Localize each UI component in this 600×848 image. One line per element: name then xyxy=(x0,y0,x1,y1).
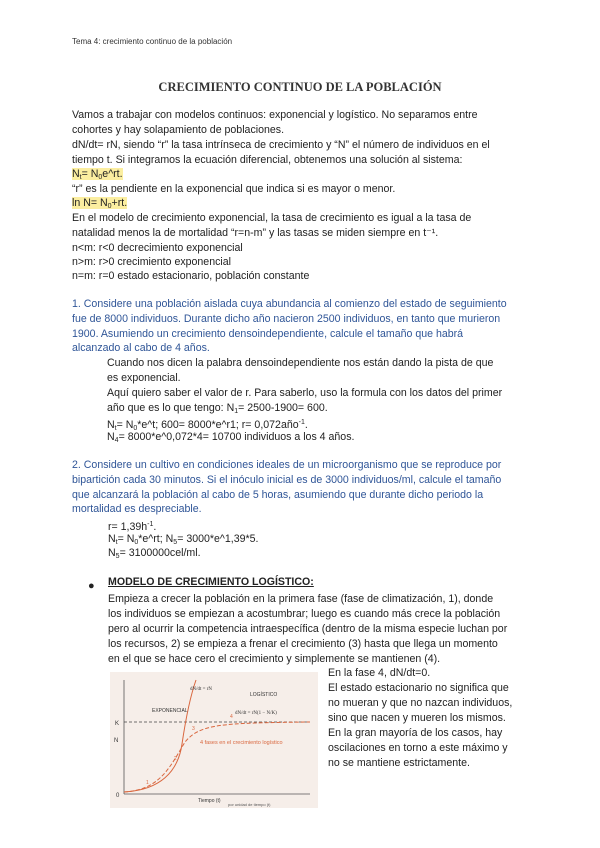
exponential-formula: dN/dt = rN xyxy=(190,687,212,692)
answer-1-line: Aquí quiero saber el valor de r. Para saberlo, uso la formula con los datos del primer xyxy=(107,387,503,399)
logistic-growth-figure xyxy=(110,672,318,808)
intro-line: cohortes y hay solapamiento de poblaciones. xyxy=(72,124,285,136)
page-title: CRECIMIENTO CONTINUO DE LA POBLACIÓN xyxy=(158,80,442,94)
intro-line: tiempo t. Si integramos la ecuación diferencial, obtenemos una solución al sistema: xyxy=(72,154,463,166)
stationary-notes xyxy=(328,666,512,771)
question-2-line: bipartición cada 30 minutos. Si el inóculo inicial es de 3000 individuos/ml, calcule el tamaño xyxy=(72,474,502,486)
answer-2-line: $N_5= 3100000cel/ml$. xyxy=(108,547,201,560)
phase-2-label: 2 xyxy=(174,756,177,762)
phase-4-label: 4 xyxy=(230,714,233,720)
logistic-description xyxy=(108,592,528,667)
section-heading: MODELO DE CRECIMIENTO LOGÍSTICO: xyxy=(108,576,314,588)
question-1-line: 1900. Asumiendo un crecimiento densoindependiente, calcule el tamaño que habrá xyxy=(72,328,464,340)
answer-1-line: $N_4=$ 8000*e^0,072*4= 10700 individuos a los 4 años. xyxy=(107,431,355,444)
rates-line: natalidad menos la de mortalidad “r=n-m” y las tasas se miden siempre en t⁻¹. xyxy=(72,227,439,239)
question-1-line: fue de 8000 individuos. Durante dicho año nacieron 2500 individuos, en tanto que murieron xyxy=(72,313,501,325)
note-line: no mueran y que no nazcan individuos, xyxy=(328,697,513,709)
intro-line: dN/dt= rN, siendo “r” la tasa intrínseca de crecimiento y “N” el número de individuos en el xyxy=(72,139,490,151)
paragraph-line: los individuos se empiezan a acostumbrar; luego es cuando más crece la población xyxy=(108,608,501,620)
answer-1-line: año que es lo que tengo: $N_1= 2500-1900= 600$. xyxy=(107,402,328,415)
note-line: sino que nacen y mueren los mismos. xyxy=(328,712,506,724)
rates-line: En el modelo de crecimiento exponencial, la tasa de crecimiento es igual a la tasa de xyxy=(72,212,472,224)
answer-1-line: $N_t=$ $N_0*e\^{}t$; 600= 8000*e^r1; r= 0,072año$^{-1}$. xyxy=(107,419,308,432)
answer-2-line: $r= 1,39h^{-1}$. xyxy=(108,521,157,533)
logistic-label: LOGÍSTICO xyxy=(250,692,278,698)
note-line: En la fase 4, dN/dt=0. xyxy=(328,667,431,679)
case-line: n<m: r<0 decrecimiento exponencial xyxy=(72,242,243,254)
answer-1-line: Cuando nos dicen la palabra densoindependiente nos están dando la pista de que xyxy=(107,357,494,369)
x-axis-sublabel: por unidad de tiempo (t) xyxy=(228,802,271,807)
phase-3-label: 3 xyxy=(192,726,195,732)
question-1-line: 1. Considere una población aislada cuya abundancia al comienzo del estado de seguimiento xyxy=(72,298,507,310)
slope-note: “r” es la pendiente en la exponencial que indica si es mayor o menor. xyxy=(72,183,396,195)
paragraph-line: los recursos, 2) se empieza a frenar el crecimiento (3) hasta que llega un momento xyxy=(108,638,498,650)
intro-line: Vamos a trabajar con modelos continuos: exponencial y logístico. No separamos entre xyxy=(72,109,478,121)
paragraph-line: Empieza a crecer la población en la primera fase (fase de climatización, 1), donde xyxy=(108,593,494,605)
logistic-curve xyxy=(124,722,310,792)
exponential-label: EXPONENCIAL xyxy=(152,708,188,714)
question-2-line: que alcanzará la población al cabo de 5 horas, asumiendo que durante dicho periodo la xyxy=(72,489,484,501)
case-line: n>m: r>0 crecimiento exponencial xyxy=(72,256,231,268)
note-line: oscilaciones en torno a este máximo y xyxy=(328,742,508,754)
paragraph-line: pero al ocurrir la competencia intraespecífica (dentro de la misma especie luchan por xyxy=(108,623,508,635)
question-2-line: mortalidad es despreciable. xyxy=(72,503,202,515)
answer-1-line: es exponencial. xyxy=(107,372,181,384)
answer-2-line: $N_t=$ $N_0*e\^{}rt$; $N_5=$ 3000*e^1,39*5. xyxy=(108,533,259,546)
equation-log: $\ln N= N_0+rt$. xyxy=(72,197,128,210)
equation-exponential: $N_t=$ $N_0e\^{}rt$. xyxy=(72,168,123,181)
x-axis-label: Tiempo (t) xyxy=(198,798,221,804)
question-1-line: alcanzado al cabo de 4 años. xyxy=(72,342,210,354)
running-header: Tema 4: crecimiento continuo de la población xyxy=(72,37,233,46)
paragraph-line: en el que se hace cero el crecimiento y simplemente se mantienen (4). xyxy=(108,653,441,665)
growth-curve-chart xyxy=(110,672,318,808)
exponential-curve xyxy=(124,680,196,792)
logistic-formula: dN/dt = rN(1 − N/K) xyxy=(235,711,277,716)
note-line: no se mantiene estrictamente. xyxy=(328,757,470,769)
question-2-line: 2. Considere un cultivo en condiciones ideales de un microorganismo que se reproduce por xyxy=(72,459,502,471)
note-line: En la gran mayoría de los casos, hay xyxy=(328,727,503,739)
bullet-icon: ● xyxy=(88,580,95,592)
n-label: N xyxy=(114,738,119,744)
k-label: K xyxy=(115,721,120,727)
figure-caption: 4 fases en el crecimiento logístico xyxy=(200,740,283,746)
case-line: n=m: r=0 estado estacionario, población constante xyxy=(72,270,310,282)
note-line: El estado estacionario no significa que xyxy=(328,682,509,694)
phase-1-label: 1 xyxy=(146,780,149,786)
origin-label: 0 xyxy=(116,793,120,799)
